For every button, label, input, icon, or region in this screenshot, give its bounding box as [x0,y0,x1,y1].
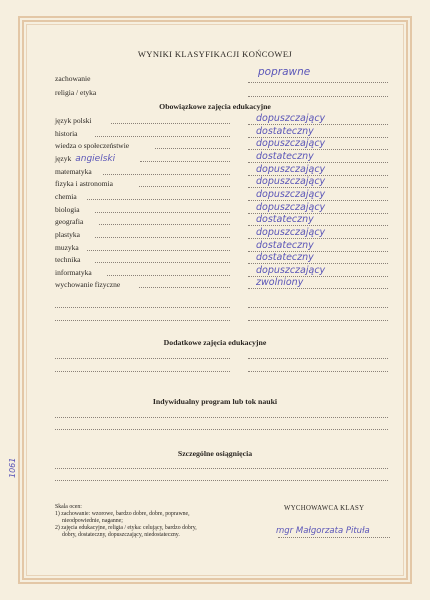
scale-heading: Skala ocen: [55,504,82,510]
blank-line [55,417,388,418]
teacher-title: WYCHOWAWCA KLASY [284,505,365,512]
subject-name: język polski [55,116,92,125]
leader-dots [103,174,230,175]
leader-dots [111,123,230,124]
leader-dots [155,148,230,149]
leader-dots [95,262,230,263]
blank-line [55,371,230,372]
subject-label [55,141,129,150]
subject-label [55,167,92,176]
blank-line [55,480,388,481]
blank-line [55,429,388,430]
blank-line [55,307,230,308]
subject-name: muzyka [55,242,79,252]
subject-grade: dostateczny [256,150,314,162]
subject-name: wiedza o społeczeństwie [55,141,130,151]
subject-label [55,230,80,239]
subject-label [55,192,77,201]
subject-name: geografia [55,217,84,227]
subject-name: język [55,153,72,163]
blank-line [248,358,388,359]
leader-dots [95,136,230,137]
subject-name: matematyka [55,166,92,176]
blank-line [248,307,388,308]
leader-dots [87,199,230,200]
subject-name: biologia [55,204,80,214]
subject-grade: dopuszczający [256,188,326,200]
subject-name: chemia [55,191,77,201]
teacher-signature: mgr Małgorzata Pituła [276,526,370,536]
subject-grade: dopuszczający [256,176,326,188]
leader-dots [87,250,230,251]
behavior-label: zachowanie [55,74,91,83]
blank-line [248,320,388,321]
scale-line: 2) zajęcia edukacyjne, religia / etyka: celujący, bardzo dobry, [55,525,197,531]
subject-grade: dopuszczający [256,113,326,124]
subject-name: fizyka i astronomia [55,179,113,189]
blank-line [248,371,388,372]
behavior-value: poprawne [258,66,311,78]
blank-line [55,468,388,469]
scale-line: dobry, dostateczny, dopuszczający, niedostateczny. [62,532,180,538]
subject-grade: dopuszczający [256,201,326,213]
subject-grade: dostateczny [256,239,314,251]
subject-name: technika [55,255,81,265]
subject-label [55,217,83,226]
subject-grade: dostateczny [256,214,314,226]
subject-label [55,154,115,164]
subject-label [55,280,120,289]
scale-line: 1) zachowanie: wzorowe, bardzo dobre, dobre, poprawne, [55,511,190,517]
blank-line [55,358,230,359]
individual-section-title: Indywidualny program lub tok nauki [152,397,278,406]
grade-line [248,288,388,289]
leader-dots [139,186,230,187]
scale-line: nieodpowiednie, naganne; [62,518,123,524]
subject-grade: dopuszczający [256,264,326,276]
document-title: WYNIKI KLASYFIKACJI KOŃCOWEJ [137,49,293,59]
subject-label [55,268,92,277]
subject-label [55,129,78,138]
subject-grade: zwolniony [256,277,304,289]
subject-label [55,243,79,252]
subject-grade: dostateczny [256,125,314,137]
leader-dots [95,237,230,238]
subject-name: historia [55,128,78,138]
blank-line [55,320,230,321]
leader-dots [107,275,230,276]
subject-grade: dostateczny [256,252,314,264]
subject-name: wychowanie fizyczne [55,280,121,290]
leader-dots [139,287,230,288]
religion-line [248,96,388,97]
subject-name: plastyka [55,229,80,239]
signature-line [278,537,390,538]
additional-section-title: Dodatkowe zajęcia edukacyjne [163,338,267,347]
margin-note: 1061 [8,457,17,478]
subject-label [55,116,91,125]
subject-label [55,205,80,214]
subject-label [55,255,80,264]
leader-dots [95,212,230,213]
leader-dots [99,224,230,225]
subject-grade: dopuszczający [256,226,326,238]
language-value: angielski [75,153,116,164]
religion-label: religia / etyka [55,88,97,97]
leader-dots [140,161,230,162]
subject-grade: dopuszczający [256,138,326,150]
mandatory-section-title: Obowiązkowe zajęcia edukacyjne [159,102,271,111]
subject-label [55,179,113,188]
behavior-line [248,82,388,83]
subject-grade: dopuszczający [256,163,326,175]
achievements-section-title: Szczególne osiągnięcia [177,449,253,458]
subject-name: informatyka [55,267,92,277]
